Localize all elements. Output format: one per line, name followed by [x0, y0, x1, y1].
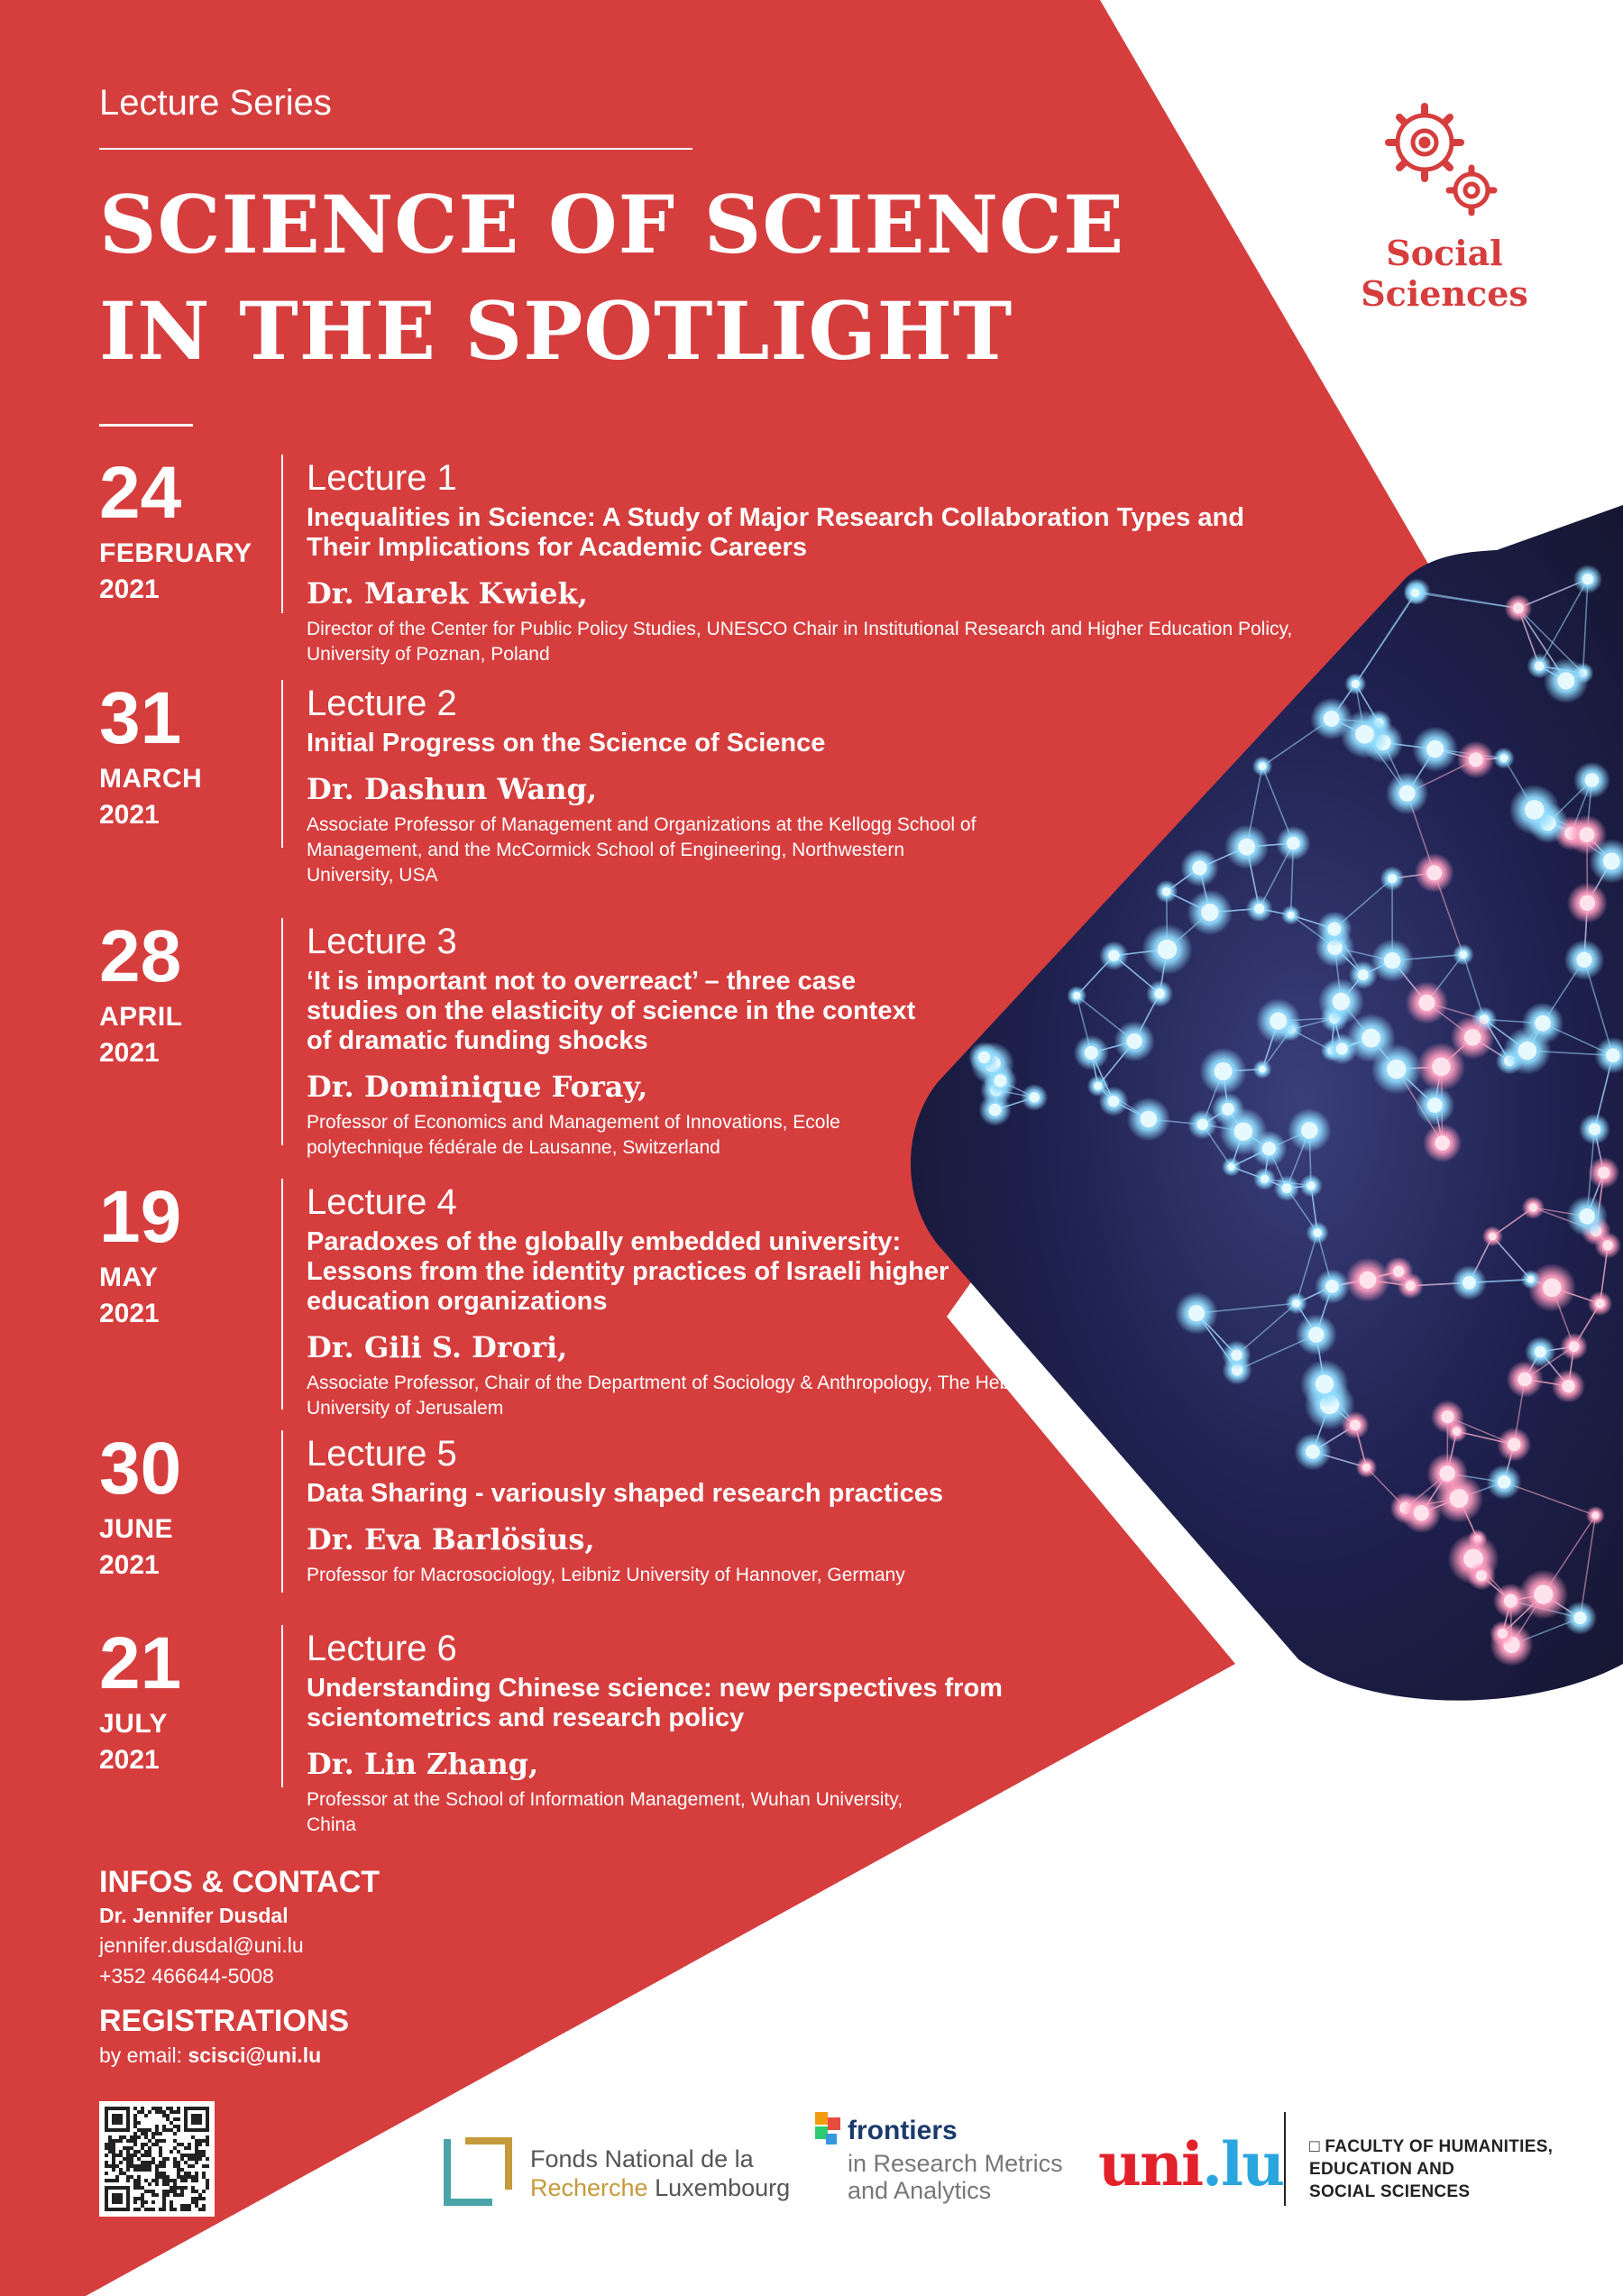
lecture-affiliation: Associate Professor of Management and Organizations at the Kellogg School of Management, and the McCormick School of Engineering, Northwestern University, USA — [307, 814, 977, 886]
network-node — [1535, 661, 1545, 671]
faculty-line-3: SOCIAL SCIENCES — [1309, 2182, 1471, 2201]
network-node — [1595, 1299, 1605, 1309]
lecture-title: Inequalities in Science: A Study of Major Research Collaboration Types and Their Implications for Academic Careers — [307, 503, 1244, 562]
network-node — [1426, 740, 1444, 758]
network-node — [1427, 1097, 1443, 1113]
lecture-number: Lecture 2 — [307, 684, 457, 723]
network-node — [1543, 1278, 1562, 1297]
lecture-year: 2021 — [99, 1299, 160, 1328]
network-node — [1580, 827, 1595, 842]
network-node — [1562, 1380, 1574, 1392]
faculty-line-1: □ FACULTY OF HUMANITIES, — [1309, 2137, 1554, 2156]
lecture-date — [99, 677, 261, 833]
contact-email[interactable]: jennifer.dusdal@uni.lu — [99, 1933, 304, 1957]
network-node — [1573, 1612, 1586, 1624]
lecture-day: 19 — [99, 1176, 182, 1258]
social-sciences-label: Social Sciences — [1361, 233, 1528, 314]
title-divider — [99, 424, 193, 427]
network-node — [1306, 1445, 1320, 1459]
gears-icon — [1371, 97, 1515, 224]
frontiers-subtitle — [848, 2150, 1063, 2204]
registration-prefix: by email: — [99, 2043, 183, 2067]
lecture-affiliation: Professor of Economics and Management of Innovations, Ecole polytechnique fédérale de Lausanne, Switzerland — [307, 1112, 840, 1158]
network-node — [1435, 1135, 1450, 1151]
network-node — [1518, 1042, 1536, 1060]
network-node — [1316, 1374, 1334, 1393]
lecture-month: JUNE — [99, 1514, 174, 1544]
network-node — [1504, 1594, 1518, 1608]
lecture-date — [99, 1428, 261, 1584]
network-node — [1406, 1281, 1416, 1290]
lecture-date — [99, 1622, 261, 1778]
lecture-speaker: Dr. Eva Barlösius, — [307, 1522, 595, 1557]
network-node — [1414, 1505, 1429, 1520]
network-node — [1324, 711, 1340, 727]
network-node — [1535, 1345, 1546, 1357]
network-node — [1527, 1276, 1535, 1283]
series-label: Lecture Series — [99, 83, 332, 123]
network-node — [1603, 852, 1620, 869]
lecture-divider — [281, 1430, 283, 1593]
lecture-affiliation: Professor for Macrosociology, Leibniz University of Hannover, Germany — [307, 1565, 905, 1585]
registration-section — [99, 2002, 349, 2071]
faculty-divider — [1284, 2112, 1286, 2206]
lecture-number: Lecture 4 — [307, 1182, 457, 1222]
fnr-line-1: Fonds National de la — [530, 2145, 754, 2172]
network-node — [1359, 1272, 1376, 1289]
network-node — [1325, 1280, 1339, 1293]
fnr-text — [530, 2144, 790, 2202]
faculty-logo — [1309, 2135, 1598, 2203]
lecture-number: Lecture 3 — [307, 922, 457, 961]
lecture-affiliation: Director of the Center for Public Policy Studies, UNESCO Chair in Institutional Research and Higher Education Policy, University of Poznan, Poland — [307, 619, 1293, 665]
registration-heading: REGISTRATIONS — [99, 2004, 350, 2038]
network-node — [1576, 952, 1591, 968]
lecture-affiliation: Associate Professor, Chair of the Department of Sociology & Anthropology, The Hebrew University of Jerusalem — [307, 1373, 1041, 1419]
lecture-divider — [281, 680, 283, 848]
network-node — [1525, 800, 1545, 820]
network-node — [1498, 1629, 1508, 1639]
fnr-line-2: Recherche Luxembourg — [530, 2174, 791, 2201]
network-node — [1162, 887, 1171, 896]
network-node — [1327, 923, 1341, 936]
lecture-divider — [281, 1625, 283, 1787]
lecture-date — [99, 1176, 261, 1332]
faculty-line-2: EDUCATION AND — [1309, 2160, 1455, 2179]
frontiers-sub-1: in Research Metrics — [848, 2150, 1063, 2177]
network-node — [1476, 1570, 1487, 1581]
registration-email[interactable]: scisci@uni.lu — [188, 2043, 322, 2067]
network-node — [1602, 1240, 1612, 1250]
registration-line — [99, 2040, 349, 2071]
network-node — [1418, 995, 1435, 1011]
network-node — [1411, 588, 1420, 597]
network-node — [1589, 1123, 1600, 1134]
network-node — [1464, 1029, 1481, 1046]
lecture-month: FEBRUARY — [99, 538, 252, 568]
unilu-text-b: .lu — [1202, 2129, 1284, 2200]
network-node — [1254, 904, 1264, 914]
network-node — [1333, 993, 1351, 1011]
lecture-day: 30 — [99, 1428, 182, 1510]
lecture-divider — [281, 1179, 283, 1410]
network-node — [1459, 951, 1467, 959]
title-line-1: SCIENCE OF SCIENCE — [99, 178, 1125, 271]
lecture-title: Understanding Chinese science: new perspectives from scientometrics and research policy — [307, 1674, 1003, 1732]
network-node — [1582, 574, 1593, 584]
lecture-year: 2021 — [99, 1550, 160, 1580]
network-node — [1489, 1233, 1497, 1241]
lecture-day: 28 — [99, 915, 182, 997]
network-node — [1432, 1058, 1451, 1077]
network-node — [1350, 1419, 1361, 1430]
contact-name: Dr. Jennifer Dusdal — [99, 1904, 289, 1927]
network-node — [1499, 754, 1508, 762]
contact-phone[interactable]: +352 466644-5008 — [99, 1964, 274, 1988]
lecture-title: Data Sharing - variously shaped research practices — [307, 1479, 943, 1508]
network-node — [1362, 1029, 1380, 1048]
lecture-month: MAY — [99, 1263, 159, 1292]
network-node — [1439, 1465, 1455, 1482]
lecture-month: APRIL — [99, 1002, 183, 1032]
lecture-date — [99, 915, 261, 1071]
network-node — [1308, 1327, 1325, 1343]
lecture-title: Initial Progress on the Science of Science — [307, 729, 826, 758]
network-node — [1358, 969, 1369, 980]
lecture-day: 21 — [99, 1622, 182, 1704]
network-node — [1508, 1438, 1521, 1452]
network-node — [1287, 912, 1294, 919]
lecture-speaker: Dr. Gili S. Drori, — [307, 1330, 568, 1364]
lecture-divider — [281, 455, 283, 613]
lecture-month: JULY — [99, 1709, 168, 1739]
network-node — [1362, 1464, 1371, 1472]
network-node — [1352, 680, 1360, 688]
lecture-year: 2021 — [99, 1745, 160, 1775]
network-node — [1529, 1203, 1538, 1212]
network-node — [1534, 1584, 1553, 1603]
contact-section — [99, 1863, 380, 1991]
network-node — [1453, 1428, 1461, 1436]
lecture-title: ‘It is important not to overreact’ – three case studies on the elasticity of science in the context of dramatic funding shocks — [307, 967, 916, 1055]
network-node — [1384, 952, 1400, 969]
network-node — [1228, 1163, 1235, 1171]
lecture-divider — [281, 918, 283, 1145]
network-node — [1355, 725, 1374, 744]
network-node — [1585, 773, 1600, 787]
network-node — [1513, 603, 1524, 614]
qr-code-icon[interactable] — [99, 2101, 215, 2217]
network-node — [1498, 1475, 1511, 1489]
network-node — [1591, 1511, 1599, 1519]
lecture-speaker: Dr. Dashun Wang, — [307, 772, 598, 806]
network-node — [1388, 874, 1397, 883]
frontiers-sub-2: and Analytics — [848, 2177, 992, 2204]
series-divider — [99, 148, 692, 150]
lecture-affiliation: Professor at the School of Information Management, Wuhan University, China — [307, 1789, 903, 1835]
lecture-speaker: Dr. Dominique Foray, — [307, 1070, 648, 1104]
network-node — [1463, 1276, 1476, 1290]
lecture-speaker: Dr. Marek Kwiek, — [307, 576, 588, 611]
network-node — [1398, 785, 1415, 802]
network-node — [1518, 1373, 1532, 1387]
network-node — [1313, 1228, 1322, 1237]
network-node — [1598, 1167, 1609, 1179]
network-node — [1307, 1181, 1316, 1190]
frontiers-mark-icon — [812, 2110, 848, 2154]
network-node — [1387, 1060, 1407, 1079]
frontiers-name: frontiers — [848, 2116, 958, 2145]
lecture-day: 24 — [99, 452, 182, 534]
lecture-year: 2021 — [99, 800, 160, 830]
network-node — [1580, 895, 1595, 911]
lecture-number: Lecture 6 — [307, 1629, 457, 1668]
contact-heading: INFOS & CONTACT — [99, 1865, 381, 1899]
lecture-speaker: Dr. Lin Zhang, — [307, 1747, 539, 1781]
network-node — [1426, 865, 1442, 880]
poster-title — [99, 171, 1124, 384]
lecture-date — [99, 452, 261, 608]
lecture-title: Paradoxes of the globally embedded university: Lessons from the identity practices of Israeli higher education organizations — [307, 1227, 949, 1316]
network-node — [1606, 1048, 1620, 1062]
fnr-logo — [442, 2135, 821, 2208]
frontiers-logo — [812, 2110, 1100, 2209]
network-node — [1469, 752, 1483, 767]
network-node — [1201, 904, 1218, 921]
lecture-year: 2021 — [99, 1038, 160, 1068]
unilu-logo — [1098, 2128, 1284, 2200]
network-node — [1569, 1341, 1580, 1352]
network-node — [1557, 672, 1574, 689]
network-node — [1579, 1208, 1595, 1225]
fnr-mark-icon — [442, 2135, 514, 2208]
title-line-2: IN THE SPOTLIGHT — [99, 284, 1013, 378]
lecture-year: 2021 — [99, 574, 160, 604]
lecture-number: Lecture 1 — [307, 458, 457, 498]
unilu-text-a: uni — [1098, 2129, 1203, 2200]
lecture-day: 31 — [99, 677, 182, 759]
network-node — [1441, 1410, 1453, 1423]
lecture-number: Lecture 5 — [307, 1434, 457, 1474]
network-node — [1336, 1042, 1348, 1054]
lecture-month: MARCH — [99, 764, 203, 794]
